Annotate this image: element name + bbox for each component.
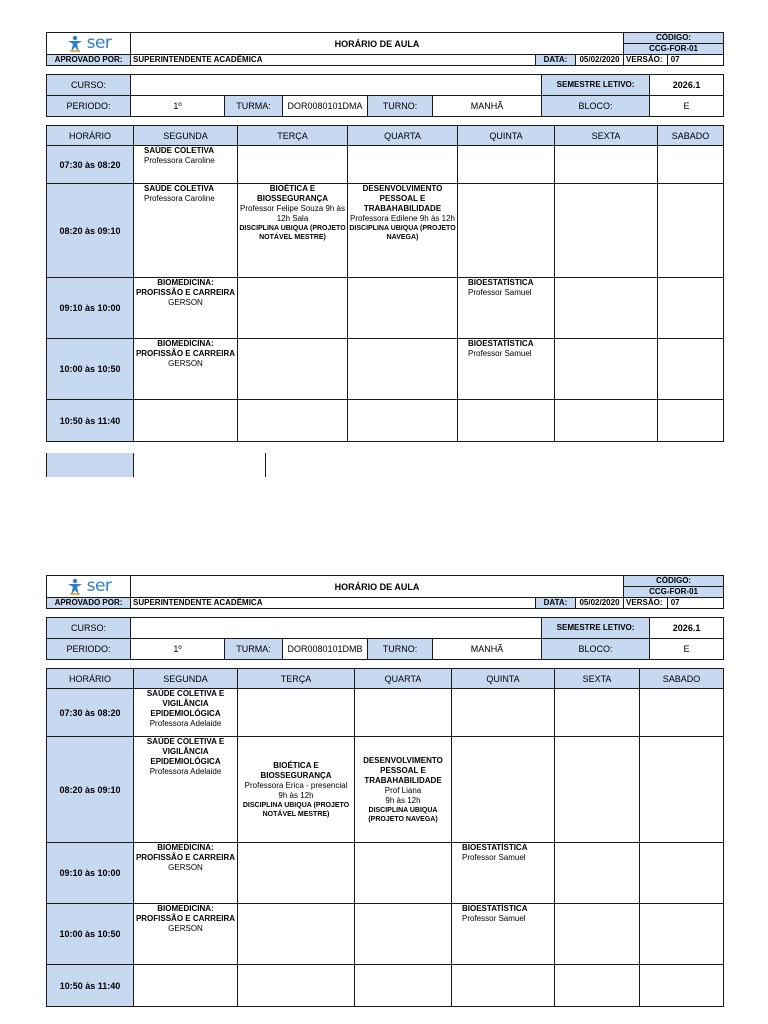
code-value: CCG-FOR-01: [624, 587, 724, 598]
turma-value: DOR0080101DMB: [283, 639, 368, 660]
divider: [133, 453, 134, 477]
time-slot: 10:00 às 10:50: [47, 339, 134, 400]
class-teacher: GERSON: [168, 863, 203, 872]
col-quinta: QUINTA: [458, 126, 555, 146]
class-note: DISCIPLINA UBIQUA (PROJETO NOTÁVEL MESTRE): [242, 801, 350, 818]
class-teacher: Professora Caroline: [144, 194, 215, 203]
approved-label: APROVADO POR:: [47, 55, 131, 66]
empty-cell: [555, 400, 658, 442]
class-cell: [134, 146, 238, 184]
class-title: SAÚDE COLETIVA: [144, 184, 215, 193]
empty-cell: [555, 278, 658, 339]
periodo-value: 1º: [131, 639, 225, 660]
semestre-label: SEMESTRE LETIVO:: [542, 75, 650, 96]
curso-label: CURSO:: [47, 618, 131, 639]
table-row: [47, 737, 724, 843]
table-row: [47, 184, 724, 278]
semestre-value: 2026.1: [650, 75, 724, 96]
class-note: DISCIPLINA UBIQUA (PROJETO NAVEGA): [349, 225, 456, 241]
empty-cell: [640, 737, 724, 843]
time-slot: 10:50 às 11:40: [47, 400, 134, 442]
class-teacher: Professor Samuel: [468, 349, 532, 358]
class-title: BIOMEDICINA: PROFISSÃO E CARREIRA: [135, 278, 236, 297]
col-segunda: SEGUNDA: [134, 669, 238, 689]
class-cell: [452, 904, 555, 965]
class-cell: [134, 278, 238, 339]
divider: [265, 453, 266, 477]
empty-cell: [555, 184, 658, 278]
empty-cell: [658, 278, 724, 339]
class-teacher: GERSON: [168, 298, 203, 307]
empty-cell: [238, 965, 355, 1007]
class-title: SAÚDE COLETIVA E VIGILÂNCIA EPIDEMIOLÓGICA: [146, 689, 225, 718]
class-cell: [458, 278, 555, 339]
empty-cell: [658, 339, 724, 400]
class-cell: [134, 339, 238, 400]
version-cell: [624, 55, 724, 66]
class-cell: [134, 689, 238, 737]
bloco-value: E: [650, 639, 724, 660]
table-row: [47, 339, 724, 400]
version-value: 07: [667, 598, 680, 608]
empty-cell: [452, 689, 555, 737]
class-teacher: GERSON: [168, 359, 203, 368]
turno-value: MANHÃ: [433, 96, 542, 117]
time-slot: 07:30 às 08:20: [47, 146, 134, 184]
table-row: [47, 904, 724, 965]
class-cell: [238, 184, 348, 278]
empty-cell: [238, 278, 348, 339]
periodo-label: PERIODO:: [47, 96, 131, 117]
time-slot: 07:30 às 08:20: [47, 689, 134, 737]
empty-cell: [238, 339, 348, 400]
table-row: [47, 843, 724, 904]
class-teacher: Professor Samuel: [462, 914, 526, 923]
class-title: BIOESTATÍSTICA: [468, 278, 534, 287]
table-row: [47, 278, 724, 339]
empty-cell: [452, 965, 555, 1007]
sheet-header: [46, 575, 724, 609]
date-label: DATA:: [536, 598, 576, 609]
class-cell: [458, 339, 555, 400]
table-row: [47, 400, 724, 442]
empty-cell: [348, 278, 458, 339]
table-row: [47, 689, 724, 737]
schedule-sheet-b: [46, 575, 723, 1007]
class-title: BIOÉTICA E BIOSSEGURANÇA: [256, 184, 329, 203]
class-teacher: Professor Samuel: [468, 288, 532, 297]
empty-cell: [640, 843, 724, 904]
empty-cell: [348, 146, 458, 184]
time-slot: 08:20 às 09:10: [47, 737, 134, 843]
empty-cell: [238, 400, 348, 442]
col-segunda: SEGUNDA: [134, 126, 238, 146]
empty-cell: [134, 965, 238, 1007]
empty-cell: [355, 904, 452, 965]
empty-cell: [348, 339, 458, 400]
approved-label: APROVADO POR:: [47, 598, 131, 609]
logo-text: ser: [86, 576, 112, 596]
class-time: 9h às 12h: [278, 790, 314, 800]
empty-cell: [555, 843, 640, 904]
class-title: SAÚDE COLETIVA: [144, 146, 215, 155]
class-cell: [452, 843, 555, 904]
empty-cell: [658, 184, 724, 278]
code-label: CÓDIGO:: [624, 33, 724, 44]
approved-by: SUPERINTENDENTE ACADÊMICA: [131, 55, 536, 66]
bloco-label: BLOCO:: [542, 639, 650, 660]
turno-label: TURNO:: [368, 96, 433, 117]
time-slot: 09:10 às 10:00: [47, 843, 134, 904]
table-row: [47, 965, 724, 1007]
empty-cell: [238, 689, 355, 737]
table-row: [47, 146, 724, 184]
curso-value: [131, 75, 542, 96]
person-star-icon: [66, 35, 84, 53]
curso-label: CURSO:: [47, 75, 131, 96]
page-title: HORÁRIO DE AULA: [131, 33, 624, 55]
curso-value: [131, 618, 542, 639]
empty-cell: [555, 689, 640, 737]
schedule-table: [46, 668, 724, 1007]
periodo-value: 1º: [131, 96, 225, 117]
col-terca: TERÇA: [238, 126, 348, 146]
col-sexta: SEXTA: [555, 669, 640, 689]
date-value: 05/02/2020: [576, 598, 624, 609]
class-teacher: Prof Liana: [384, 785, 422, 795]
col-horario: HORÁRIO: [47, 126, 134, 146]
empty-cell: [134, 400, 238, 442]
col-horario: HORÁRIO: [47, 669, 134, 689]
empty-cell: [640, 689, 724, 737]
empty-cell: [555, 904, 640, 965]
turma-label: TURMA:: [225, 96, 283, 117]
empty-cell: [658, 400, 724, 442]
empty-cell: [555, 146, 658, 184]
class-title: BIOMEDICINA: PROFISSÃO E CARREIRA: [135, 904, 236, 923]
col-quinta: QUINTA: [452, 669, 555, 689]
time-slot: 10:50 às 11:40: [47, 965, 134, 1007]
time-slot: 09:10 às 10:00: [47, 278, 134, 339]
course-info: [46, 617, 724, 660]
class-cell: [348, 184, 458, 278]
empty-cell: [238, 146, 348, 184]
col-quarta: QUARTA: [348, 126, 458, 146]
class-cell: [238, 737, 355, 843]
version-label: VERSÃO:: [626, 598, 663, 607]
class-teacher: GERSON: [168, 924, 203, 933]
turno-label: TURNO:: [368, 639, 433, 660]
periodo-label: PERIODO:: [47, 639, 131, 660]
class-cell: [134, 904, 238, 965]
class-note: DISCIPLINA UBIQUA (PROJETO NOTÁVEL MESTRE): [239, 225, 346, 241]
class-teacher: Professor Samuel: [462, 853, 526, 862]
class-teacher: Professora Erica - presencial: [244, 780, 348, 790]
class-cell: [355, 737, 452, 843]
empty-cell: [238, 904, 355, 965]
course-info: [46, 74, 724, 117]
schedule-sheet-a: [46, 32, 723, 442]
version-label: VERSÃO:: [626, 55, 663, 64]
class-teacher: Professora Adelaide: [149, 719, 222, 728]
code-label: CÓDIGO:: [624, 576, 724, 587]
turno-value: MANHÃ: [433, 639, 542, 660]
class-teacher: Professora Adelaide: [149, 767, 222, 776]
class-cell: [134, 843, 238, 904]
col-terca: TERÇA: [238, 669, 355, 689]
schedule-table: [46, 125, 724, 442]
turma-label: TURMA:: [225, 639, 283, 660]
class-teacher: Professora Edilene 9h às 12h: [350, 214, 455, 223]
col-sexta: SEXTA: [555, 126, 658, 146]
empty-cell: [555, 339, 658, 400]
class-title: BIOESTATÍSTICA: [468, 339, 534, 348]
class-time: 9h às 12h: [385, 795, 421, 805]
semestre-label: SEMESTRE LETIVO:: [542, 618, 650, 639]
empty-cell: [355, 843, 452, 904]
class-title: BIOMEDICINA: PROFISSÃO E CARREIRA: [135, 339, 236, 358]
class-title: BIOMEDICINA: PROFISSÃO E CARREIRA: [135, 843, 236, 862]
logo: [47, 33, 131, 55]
version-value: 07: [667, 55, 680, 65]
empty-cell: [458, 146, 555, 184]
page-title: HORÁRIO DE AULA: [131, 576, 624, 598]
cut-row-fragment: [46, 453, 134, 477]
logo: [47, 576, 131, 598]
code-value: CCG-FOR-01: [624, 44, 724, 55]
version-cell: [624, 598, 724, 609]
bloco-label: BLOCO:: [542, 96, 650, 117]
col-quarta: QUARTA: [355, 669, 452, 689]
empty-cell: [658, 146, 724, 184]
class-title: BIOÉTICA E BIOSSEGURANÇA: [260, 760, 332, 780]
empty-cell: [238, 843, 355, 904]
logo-text: ser: [86, 33, 112, 53]
bloco-value: E: [650, 96, 724, 117]
person-star-icon: [66, 578, 84, 596]
class-title: SAÚDE COLETIVA E VIGILÂNCIA EPIDEMIOLÓGICA: [146, 737, 225, 766]
col-sabado: SABADO: [640, 669, 724, 689]
sheet-header: [46, 32, 724, 66]
class-cell: [134, 184, 238, 278]
class-title: DESENVOLVIMENTO PESSOAL E TRABAHABILIDADE: [363, 755, 443, 785]
turma-value: DOR0080101DMA: [283, 96, 368, 117]
empty-cell: [555, 737, 640, 843]
class-teacher: Professora Caroline: [144, 156, 215, 165]
class-teacher: Professor Felipe Souza 9h às 12h Sala: [240, 204, 345, 223]
class-title: DESENVOLVIMENTO PESSOAL E TRABAHABILIDADE: [362, 184, 443, 213]
empty-cell: [355, 965, 452, 1007]
class-title: BIOESTATÍSTICA: [462, 904, 528, 913]
col-sabado: SABADO: [658, 126, 724, 146]
semestre-value: 2026.1: [650, 618, 724, 639]
empty-cell: [555, 965, 640, 1007]
empty-cell: [452, 737, 555, 843]
class-title: BIOESTATÍSTICA: [462, 843, 528, 852]
empty-cell: [640, 904, 724, 965]
empty-cell: [640, 965, 724, 1007]
time-slot: 08:20 às 09:10: [47, 184, 134, 278]
class-cell: [134, 737, 238, 843]
approved-by: SUPERINTENDENTE ACADÊMICA: [131, 598, 536, 609]
empty-cell: [458, 400, 555, 442]
class-note: DISCIPLINA UBIQUA (PROJETO NAVEGA): [368, 806, 438, 823]
empty-cell: [355, 689, 452, 737]
date-label: DATA:: [536, 55, 576, 66]
empty-cell: [458, 184, 555, 278]
time-slot: 10:00 às 10:50: [47, 904, 134, 965]
empty-cell: [348, 400, 458, 442]
date-value: 05/02/2020: [576, 55, 624, 66]
